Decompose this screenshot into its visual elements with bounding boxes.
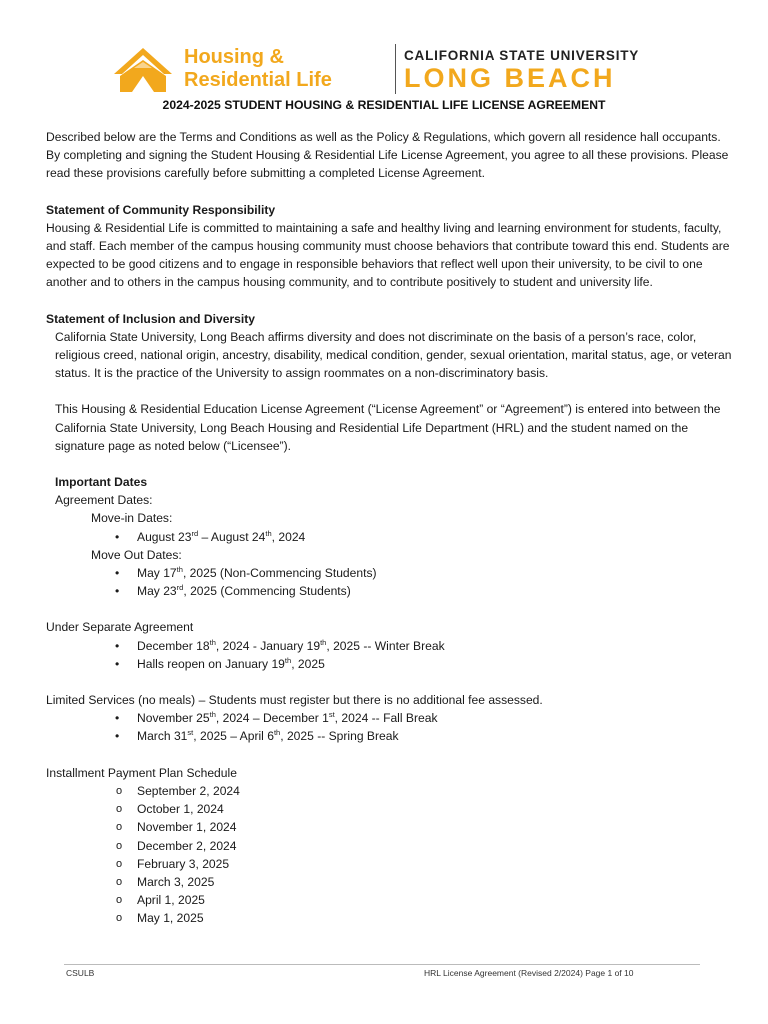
installment-date: o April 1, 2025	[46, 891, 736, 909]
university-name: CALIFORNIA STATE UNIVERSITY	[404, 48, 640, 63]
agreement-dates-label: Agreement Dates:	[55, 493, 153, 508]
community-heading: Statement of Community Responsibility	[46, 202, 276, 217]
footer-divider	[64, 964, 700, 965]
movein-label: Move-in Dates:	[91, 511, 173, 526]
house-logo-icon	[112, 46, 174, 94]
brand-line-1: Housing &	[184, 46, 284, 68]
separate-date: • December 18th, 2024 - January 19th, 2025 -- Winter Break	[46, 637, 736, 655]
installment-date: o October 1, 2024	[46, 800, 736, 818]
limited-services-label: Limited Services (no meals) – Students must register but there is no additional fee assessed.	[46, 693, 543, 708]
limited-date: • March 31st, 2025 – April 6th, 2025 -- Spring Break	[46, 727, 736, 745]
intro-paragraph: Described below are the Terms and Conditions as well as the Policy & Regulations, which govern all residence hall occupants. By completing and signing the Student Housing & Residential Life License Agreement, you agree to all these provisions. Please read these provisions carefully before submitting a completed License Agreement.	[46, 130, 729, 181]
campus-name: LONG BEACH	[404, 63, 616, 93]
separate-date: • Halls reopen on January 19th, 2025	[46, 655, 736, 673]
brand-line-2: Residential Life	[184, 69, 332, 91]
agreement-paragraph: This Housing & Residential Education License Agreement (“License Agreement” or “Agreement”) is entered into between the California State University, Long Beach Housing and Residential Life Department (HRL) and the student named on the signature page as noted below (“Licensee”).	[55, 402, 721, 453]
letterhead	[112, 42, 672, 96]
brand-name	[184, 46, 332, 92]
footer-page-info: HRL License Agreement (Revised 2/2024) Page 1 of 10	[424, 968, 634, 978]
installment-date: o November 1, 2024	[46, 818, 736, 836]
moveout-date: • May 17th, 2025 (Non-Commencing Students)	[46, 564, 736, 582]
installment-date: o May 1, 2025	[46, 909, 736, 927]
moveout-date: • May 23rd, 2025 (Commencing Students)	[46, 582, 736, 600]
dates-heading: Important Dates	[55, 475, 148, 490]
footer-left-text: CSULB	[66, 968, 95, 978]
document-body	[46, 128, 736, 928]
installment-date: o March 3, 2025	[46, 873, 736, 891]
installment-label: Installment Payment Plan Schedule	[46, 765, 237, 780]
diversity-heading: Statement of Inclusion and Diversity	[46, 311, 255, 326]
limited-date: • November 25th, 2024 – December 1st, 2024 -- Fall Break	[46, 709, 736, 727]
separate-agreement-label: Under Separate Agreement	[46, 620, 194, 635]
document-title: 2024-2025 STUDENT HOUSING & RESIDENTIAL LIFE LICENSE AGREEMENT	[162, 98, 606, 112]
community-paragraph: Housing & Residential Life is committed to maintaining a safe and healthy living and learning environment for students, faculty, and staff. Each member of the campus housing community must choose behaviors that contribute toward this end. Students are expected to be good citizens and to engage in responsible behaviors that reflect well upon their university, to be civil to one another and to others in the campus housing community, and to contribute positively to student and university life.	[46, 220, 730, 290]
installment-date: o December 2, 2024	[46, 837, 736, 855]
header-divider	[395, 44, 396, 94]
diversity-paragraph: California State University, Long Beach affirms diversity and does not discriminate on the basis of a person’s race, color, religious creed, national origin, ancestry, disability, medical condition, gender, sexual orientation, marital status, age, or veteran status. It is the practice of the University to assign roommates on a non-discriminatory basis.	[55, 329, 732, 381]
installment-date: o September 2, 2024	[46, 782, 736, 800]
moveout-label: Move Out Dates:	[91, 547, 182, 562]
movein-date: • August 23rd – August 24th, 2024	[46, 528, 736, 546]
installment-date: o February 3, 2025	[46, 855, 736, 873]
